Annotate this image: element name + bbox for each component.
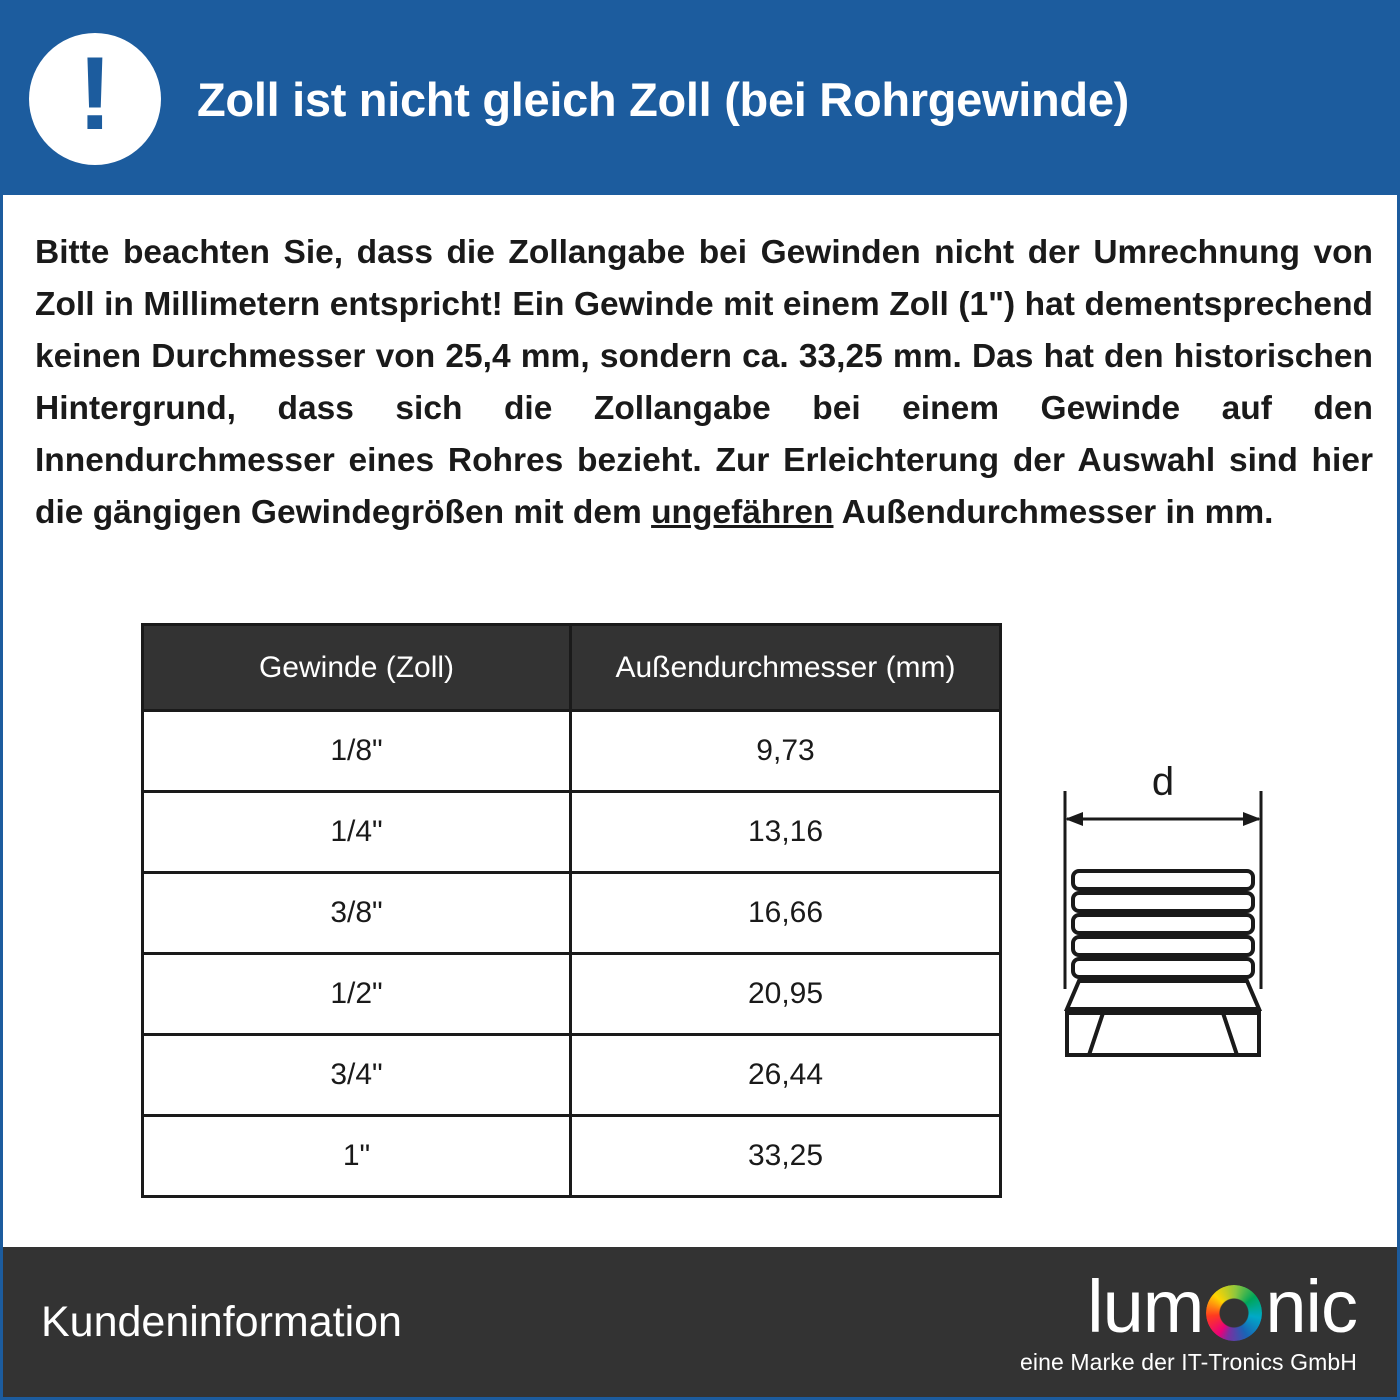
cell-diameter: 20,95 [571,954,1001,1035]
page-title: Zoll ist nicht gleich Zoll (bei Rohrgewinde) [197,72,1130,126]
brand-subtitle: eine Marke der IT-Tronics GmbH [1019,1348,1357,1375]
cell-thread: 1/4" [143,792,571,873]
exclamation-glyph: ! [77,36,113,152]
fitting-svg [1033,759,1293,1089]
paragraph-segment-2: Außendurchmesser in mm. [833,493,1274,531]
table-row [143,873,1001,954]
table-row [143,1035,1001,1116]
column-header-thread: Gewinde (Zoll) [143,625,571,711]
paragraph-underlined-word: ungefähren [651,493,834,531]
footer-bar [3,1247,1397,1397]
thread-size-table [141,623,999,1198]
table-header-row [143,625,1001,711]
footer-title: Kundeninformation [41,1297,402,1346]
info-paragraph [35,227,1373,539]
cell-diameter: 16,66 [571,873,1001,954]
header-banner [3,3,1397,195]
cell-thread: 3/4" [143,1035,571,1116]
cell-thread: 3/8" [143,873,571,954]
dimension-label: d [1151,760,1175,804]
table-row [143,792,1001,873]
cell-diameter: 13,16 [571,792,1001,873]
brand-text-left: lum [1087,1265,1204,1349]
cell-thread: 1" [143,1116,571,1197]
brand-block [1019,1265,1357,1375]
cell-diameter: 33,25 [571,1116,1001,1197]
lumonic-ring-logo-icon [1206,1285,1262,1341]
table-row [143,711,1001,792]
cell-thread: 1/2" [143,954,571,1035]
cell-thread: 1/8" [143,711,571,792]
brand-text-right: nic [1265,1265,1357,1349]
column-header-diameter: Außendurchmesser (mm) [571,625,1001,711]
paragraph-segment-1: Bitte beachten Sie, dass die Zollangabe bei Gewinden nicht der Umrechnung von Zoll in Millimetern entspricht! Ein Gewinde mit einem Zoll (1") hat dementsprechend keinen Durchmesser von 25,4 mm, sondern ca. 33,25 mm. Das hat den historischen Hintergrund, dass sich die Zollangabe bei einem Gewinde auf den Innendurchmesser eines Rohres bezieht. Zur Erleichterung der Auswahl sind hier die gängigen Gewindegrößen mit dem [35,234,1373,531]
threaded-fitting-diagram [1033,759,1293,1089]
cell-diameter: 26,44 [571,1035,1001,1116]
cell-diameter: 9,73 [571,711,1001,792]
table-row [143,1116,1001,1197]
exclamation-icon [29,33,161,165]
table-row [143,954,1001,1035]
brand-logo [1087,1265,1357,1349]
